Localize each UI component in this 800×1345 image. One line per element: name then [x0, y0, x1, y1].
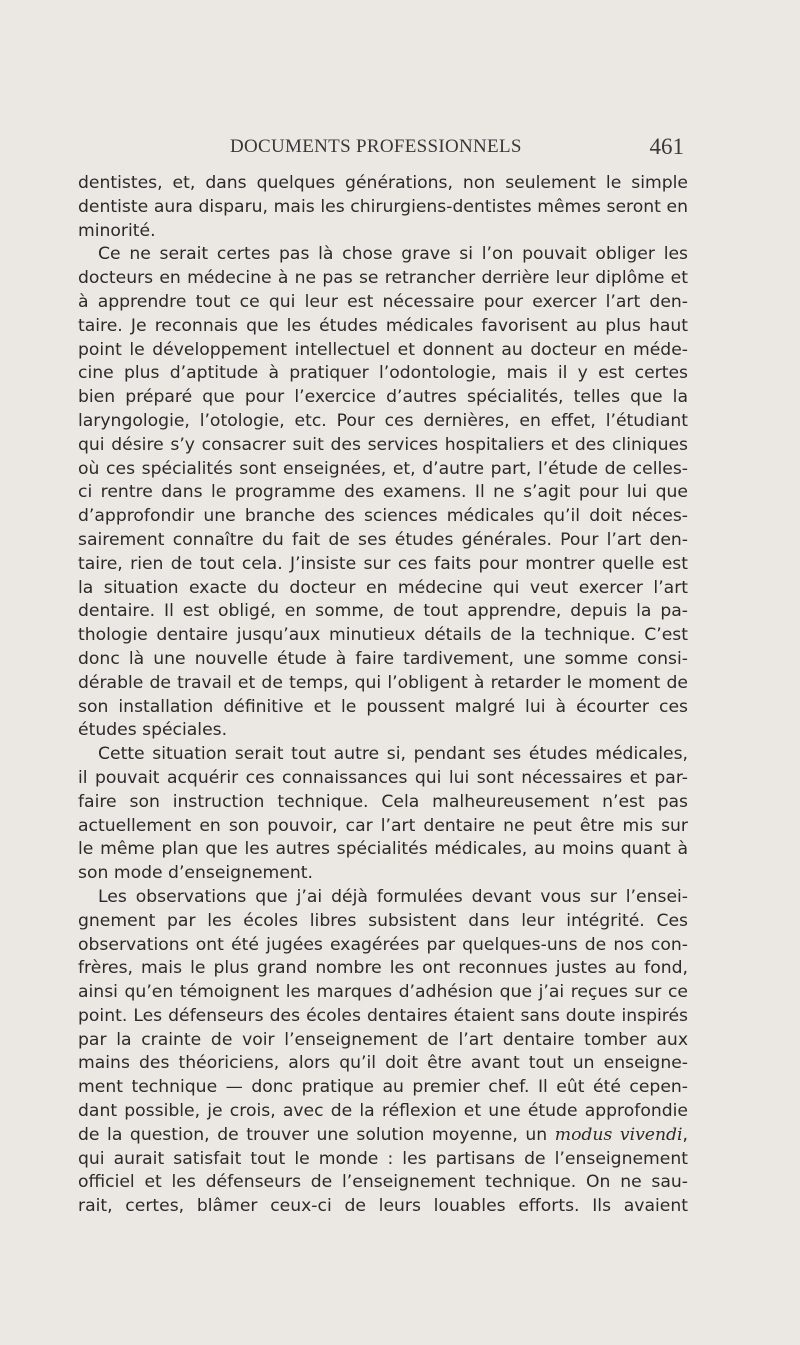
text-line: ment technique — donc pratique au premier chef. Il eût été cepen- — [78, 1077, 688, 1098]
body-text — [78, 172, 688, 1219]
text-line: rait, certes, blâmer ceux-ci de leurs louables efforts. Ils avaient — [78, 1196, 688, 1217]
text-line: gnement par les écoles libres subsistent dans leur intégrité. Ces — [78, 910, 688, 931]
text-line: le même plan que les autres spécialités médicales, au moins quant à — [78, 839, 688, 860]
text-line: qui aurait satisfait tout le monde : les partisans de l’enseignement — [78, 1148, 688, 1169]
text-line: docteurs en médecine à ne pas se retrancher derrière leur diplôme et — [78, 268, 688, 289]
text-line: ainsi qu’en témoignent les marques d’adhésion que j’ai reçues sur ce — [78, 982, 688, 1003]
text-line: dérable de travail et de temps, qui l’obligent à retarder le moment de — [78, 672, 688, 693]
text-line: taire, rien de tout cela. J’insiste sur ces faits pour montrer quelle est — [78, 553, 688, 574]
text-line: Ce ne serait certes pas là chose grave si l’on pouvait obliger les — [98, 244, 688, 265]
text-line: d’approfondir une branche des sciences médicales qu’il doit néces- — [78, 506, 688, 527]
text-line: dentaire. Il est obligé, en somme, de tout apprendre, depuis la pa- — [78, 601, 688, 622]
text-line: ci rentre dans le programme des examens. Il ne s’agit pour lui que — [78, 482, 688, 503]
text-line: à apprendre tout ce qui leur est nécessaire pour exercer l’art den- — [78, 291, 688, 312]
text-line: minorité. — [78, 220, 156, 241]
text-line: cine plus d’aptitude à pratiquer l’odontologie, mais il y est certes — [78, 363, 688, 384]
text-line: son mode d’enseignement. — [78, 863, 313, 884]
text-line: point le développement intellectuel et donnent au docteur en méde- — [78, 339, 688, 360]
text-line: officiel et les défenseurs de l’enseignement technique. On ne sau- — [78, 1172, 688, 1193]
text-line: dentiste aura disparu, mais les chirurgiens-dentistes mêmes seront en — [78, 196, 688, 217]
page-number: 461 — [649, 134, 684, 159]
text-line: taire. Je reconnais que les études médicales favorisent au plus haut — [78, 315, 688, 336]
text-line: dant possible, je crois, avec de la réflexion et une étude approfondie — [78, 1101, 688, 1122]
text-line: point. Les défenseurs des écoles dentaires étaient sans doute inspirés — [78, 1005, 688, 1026]
text-line: laryngologie, l’otologie, etc. Pour ces dernières, en effet, l’étudiant — [78, 410, 688, 431]
text-line: de la question, de trouver une solution moyenne, un modus vivendi, — [78, 1124, 688, 1145]
text-line: thologie dentaire jusqu’aux minutieux détails de la technique. C’est — [78, 625, 688, 646]
page-header — [78, 136, 688, 166]
text-line: son installation définitive et le poussent malgré lui à écourter ces — [78, 696, 688, 717]
text-line: la situation exacte du docteur en médecine qui veut exercer l’art — [78, 577, 688, 598]
text-line: actuellement en son pouvoir, car l’art dentaire ne peut être mis sur — [78, 815, 688, 836]
text-line: où ces spécialités sont enseignées, et, d’autre part, l’étude de celles- — [78, 458, 688, 479]
running-head: DOCUMENTS PROFESSIONNELS — [230, 136, 522, 157]
text-line: par la crainte de voir l’enseignement de l’art dentaire tomber aux — [78, 1029, 688, 1050]
text-line: frères, mais le plus grand nombre les ont reconnues justes au fond, — [78, 958, 688, 979]
text-line: dentistes, et, dans quelques générations, non seulement le simple — [78, 173, 688, 193]
text-line: Les observations que j’ai déjà formulées devant vous sur l’ensei- — [98, 886, 688, 907]
text-line: faire son instruction technique. Cela malheureusement n’est pas — [78, 791, 688, 812]
text-line: mains des théoriciens, alors qu’il doit être avant tout un enseigne- — [78, 1053, 688, 1074]
text-line: observations ont été jugées exagérées par quelques-uns de nos con- — [78, 934, 688, 955]
text-line: donc là une nouvelle étude à faire tardivement, une somme consi- — [78, 648, 688, 669]
text-line: bien préparé que pour l’exercice d’autres spécialités, telles que la — [78, 387, 688, 408]
text-line: sairement connaître du fait de ses études générales. Pour l’art den- — [78, 529, 688, 550]
text-line: qui désire s’y consacrer suit des services hospitaliers et des cliniques — [78, 434, 688, 455]
text-line: il pouvait acquérir ces connaissances qui lui sont nécessaires et par- — [78, 767, 688, 788]
text-line: Cette situation serait tout autre si, pendant ses études médicales, — [98, 744, 688, 765]
text-line: études spéciales. — [78, 720, 228, 741]
